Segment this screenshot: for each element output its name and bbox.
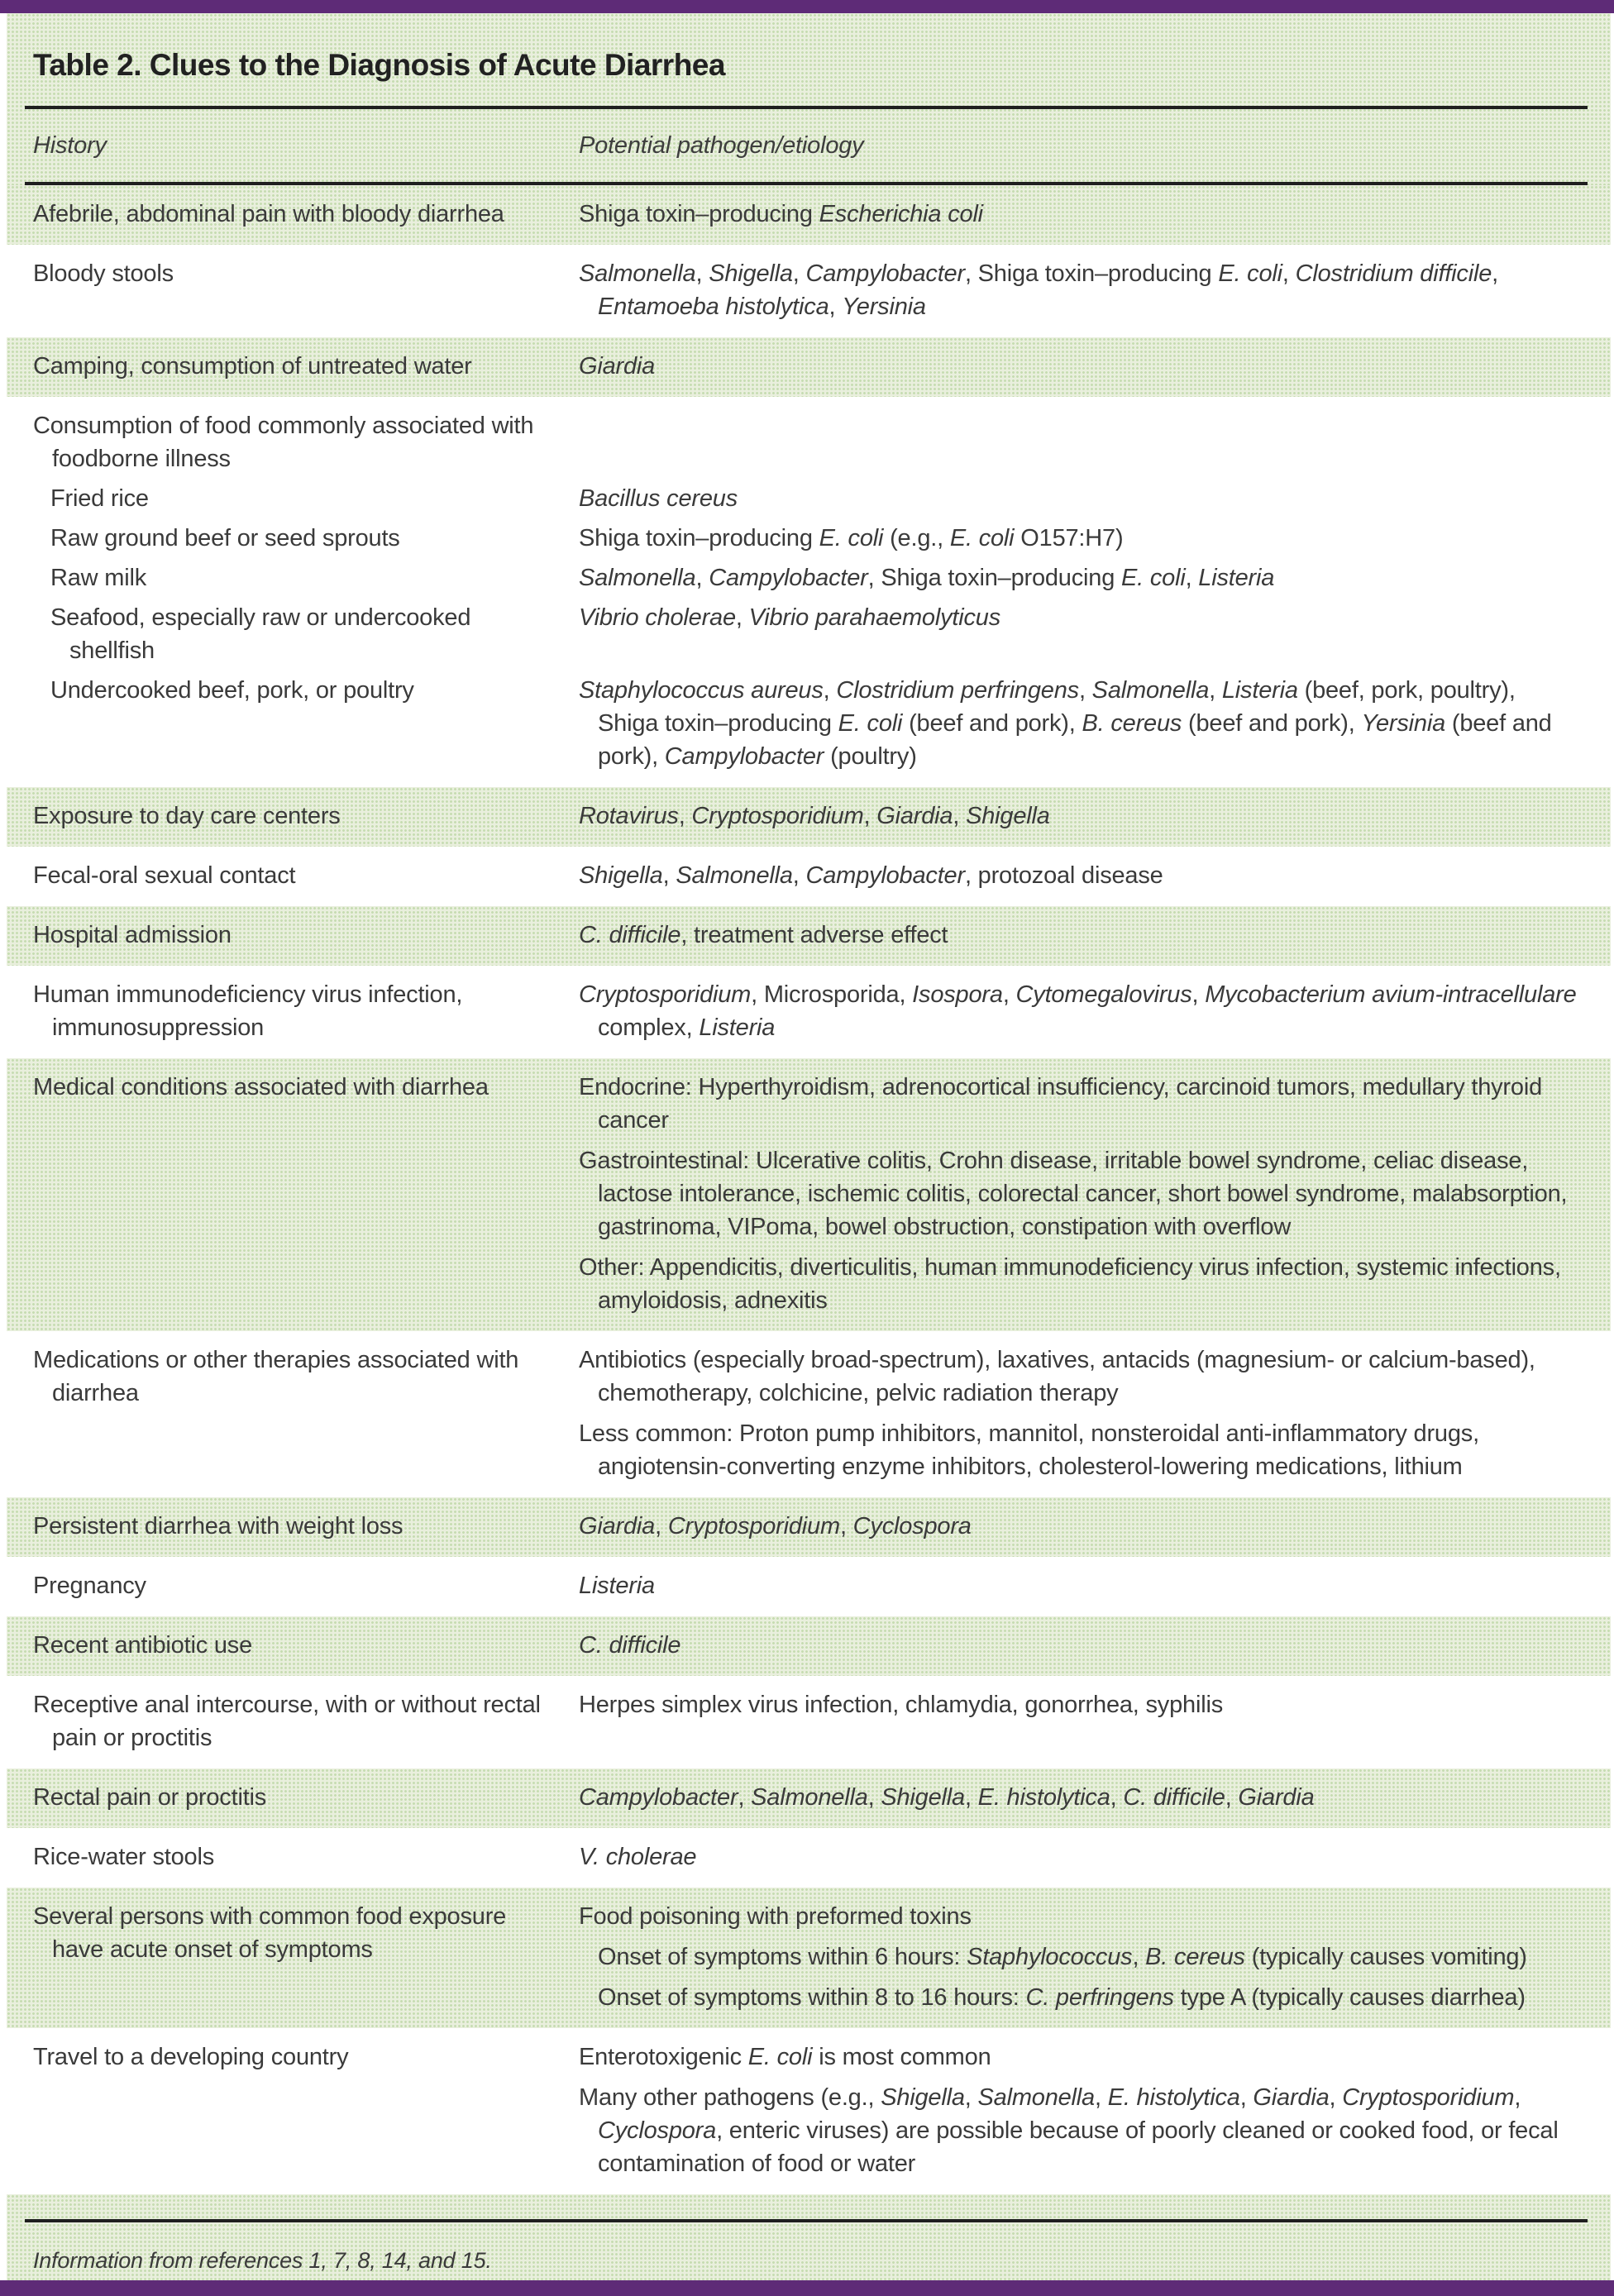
row-pair: [33, 522, 1581, 555]
history-cell: Medications or other therapies associated with diarrhea: [33, 1347, 519, 1406]
history-cell: Consumption of food commonly associated with foodborne illness: [33, 413, 534, 472]
pathogen-paragraph: Less common: Proton pump inhibitors, mannitol, nonsteroidal anti-inflammatory drugs, angiotensin-converting enzyme inhibitors, cholesterol-lowering medications, lithium: [579, 1420, 1479, 1480]
pathogen-paragraph: Giardia, Cryptosporidium, Cyclospora: [579, 1513, 972, 1539]
table-row: [7, 906, 1611, 966]
pathogen-paragraph: Listeria: [579, 1573, 655, 1599]
column-header-row: [7, 109, 1611, 182]
row-pair: [33, 2041, 1581, 2180]
history-cell: Human immunodeficiency virus infection, immunosuppression: [33, 981, 463, 1041]
table-row: [7, 1557, 1611, 1616]
table-row: [7, 185, 1611, 245]
row-pair: [33, 1071, 1581, 1317]
top-accent-bar: [0, 0, 1614, 13]
pathogen-paragraph: C. difficile: [579, 1632, 681, 1659]
pathogen-cell: [579, 1344, 1581, 1483]
row-pair: [33, 1569, 1581, 1602]
table-row: [7, 1497, 1611, 1557]
row-pair: [33, 674, 1581, 773]
row-pair: [33, 1840, 1581, 1874]
pathogen-cell: [579, 919, 1581, 952]
pathogen-paragraph: Campylobacter, Salmonella, Shigella, E. histolytica, C. difficile, Giardia: [579, 1784, 1315, 1811]
history-cell: Receptive anal intercourse, with or without rectal pain or proctitis: [33, 1692, 541, 1751]
pathogen-cell: [579, 674, 1581, 773]
pathogen-cell: [579, 409, 1581, 475]
row-pair: [33, 800, 1581, 833]
pathogen-cell: [579, 198, 1581, 231]
table-row: [7, 1676, 1611, 1769]
row-pair: [33, 257, 1581, 323]
table-row: [7, 1058, 1611, 1331]
row-pair: [33, 561, 1581, 594]
row-pair: [33, 1510, 1581, 1543]
history-cell: Several persons with common food exposure have acute onset of symptoms: [33, 1903, 507, 1963]
bottom-accent-bar: [0, 2280, 1614, 2296]
pathogen-cell: [579, 350, 1581, 383]
pathogen-paragraph: Rotavirus, Cryptosporidium, Giardia, Shigella: [579, 803, 1050, 829]
pathogen-paragraph: Cryptosporidium, Microsporida, Isospora, Cytomegalovirus, Mycobacterium avium-intracellulare complex, Listeria: [579, 981, 1577, 1041]
pathogen-cell: [579, 1510, 1581, 1543]
pathogen-paragraph: Endocrine: Hyperthyroidism, adrenocortical insufficiency, carcinoid tumors, medullary thyroid cancer: [579, 1074, 1542, 1134]
pathogen-paragraph: Herpes simplex virus infection, chlamydia, gonorrhea, syphilis: [579, 1692, 1223, 1718]
row-pair: [33, 198, 1581, 231]
pathogen-paragraph: Salmonella, Campylobacter, Shiga toxin–producing E. coli, Listeria: [579, 565, 1275, 591]
pathogen-cell: [579, 522, 1581, 555]
row-pair: [33, 1900, 1581, 2014]
table-row: [7, 966, 1611, 1058]
table-row: [7, 1769, 1611, 1828]
table-row: [7, 245, 1611, 337]
row-pair: [33, 1688, 1581, 1754]
history-cell: Pregnancy: [33, 1573, 146, 1599]
column-header-history: History: [33, 132, 107, 159]
history-cell: Hospital admission: [33, 922, 232, 948]
row-pair: [33, 1344, 1581, 1483]
row-pair: [33, 919, 1581, 952]
row-pair: [33, 978, 1581, 1044]
history-cell: Rice-water stools: [33, 1844, 214, 1870]
row-pair: [33, 482, 1581, 515]
pathogen-paragraph: Salmonella, Shigella, Campylobacter, Shiga toxin–producing E. coli, Clostridium difficile, Entamoeba histolytica, Yersinia: [579, 260, 1498, 320]
table-row: [7, 847, 1611, 906]
history-cell: Camping, consumption of untreated water: [33, 353, 472, 379]
history-cell: Travel to a developing country: [33, 2044, 349, 2070]
table-row: [7, 337, 1611, 397]
row-pair: [33, 1781, 1581, 1814]
pathogen-cell: [579, 978, 1581, 1044]
pathogen-cell: [579, 1071, 1581, 1317]
pathogen-paragraph: Onset of symptoms within 6 hours: Staphylococcus, B. cereus (typically causes vomiting): [598, 1944, 1527, 1970]
pathogen-paragraph: Vibrio cholerae, Vibrio parahaemolyticus: [579, 604, 1001, 631]
row-pair: [33, 859, 1581, 892]
pathogen-paragraph: C. difficile, treatment adverse effect: [579, 922, 948, 948]
history-cell: Fried rice: [50, 485, 149, 512]
history-cell: Persistent diarrhea with weight loss: [33, 1513, 404, 1539]
pathogen-cell: [579, 800, 1581, 833]
table-title: Table 2. Clues to the Diagnosis of Acute Diarrhea: [33, 48, 725, 82]
pathogen-cell: [579, 2041, 1581, 2180]
history-cell: Seafood, especially raw or undercooked shellfish: [50, 604, 471, 664]
pathogen-paragraph: Many other pathogens (e.g., Shigella, Salmonella, E. histolytica, Giardia, Cryptosporidium, Cyclospora, enteric viruses) are possible because of poorly cleaned or cooked food, or fecal contamination of food or water: [579, 2084, 1559, 2177]
row-pair: [33, 409, 1581, 475]
history-cell: Medical conditions associated with diarrhea: [33, 1074, 489, 1100]
pathogen-paragraph: Food poisoning with preformed toxins: [579, 1903, 972, 1930]
table-rows: [0, 185, 1614, 2194]
table-header-block: [7, 13, 1611, 185]
table-row: [7, 397, 1611, 787]
pathogen-paragraph: V. cholerae: [579, 1844, 697, 1870]
column-header-pathogen: Potential pathogen/etiology: [579, 132, 864, 159]
pathogen-cell: [579, 1840, 1581, 1874]
history-cell: Rectal pain or proctitis: [33, 1784, 267, 1811]
history-cell: Undercooked beef, pork, or poultry: [50, 677, 414, 704]
history-cell: Raw milk: [50, 565, 147, 591]
pathogen-cell: [579, 1900, 1581, 2014]
pathogen-paragraph: Shiga toxin–producing E. coli (e.g., E. coli O157:H7): [579, 525, 1124, 551]
history-cell: Recent antibiotic use: [33, 1632, 253, 1659]
pathogen-paragraph: Gastrointestinal: Ulcerative colitis, Crohn disease, irritable bowel syndrome, celiac disease, lactose intolerance, ischemic colitis, colorectal cancer, short bowel syndrome, malabsorption, gastrinoma, VIPoma, bowel obstruction, constipation with overflow: [579, 1148, 1568, 1240]
pathogen-paragraph: Shigella, Salmonella, Campylobacter, protozoal disease: [579, 862, 1163, 889]
history-cell: Afebrile, abdominal pain with bloody diarrhea: [33, 201, 504, 227]
pathogen-paragraph: Staphylococcus aureus, Clostridium perfringens, Salmonella, Listeria (beef, pork, poultry), Shiga toxin–producing E. coli (beef and pork), B. cereus (beef and pork), Yersinia (beef and pork), Campylobacter (poultry): [579, 677, 1552, 770]
row-pair: [33, 1629, 1581, 1662]
table-row: [7, 1828, 1611, 1888]
pathogen-paragraph: Enterotoxigenic E. coli is most common: [579, 2044, 991, 2070]
pathogen-cell: [579, 1781, 1581, 1814]
pathogen-cell: [579, 561, 1581, 594]
pathogen-paragraph: Bacillus cereus: [579, 485, 738, 512]
table-row: [7, 787, 1611, 847]
pathogen-cell: [579, 257, 1581, 323]
pathogen-paragraph: Onset of symptoms within 8 to 16 hours: C. perfringens type A (typically causes diarrhea): [598, 1984, 1526, 2011]
table-row: [7, 1616, 1611, 1676]
pathogen-paragraph: Other: Appendicitis, diverticulitis, human immunodeficiency virus infection, systemic infections, amyloidosis, adnexitis: [579, 1254, 1561, 1314]
pathogen-paragraph: Giardia: [579, 353, 656, 379]
pathogen-cell: [579, 1688, 1581, 1754]
history-cell: Exposure to day care centers: [33, 803, 341, 829]
table-row: [7, 1331, 1611, 1497]
pathogen-cell: [579, 482, 1581, 515]
pathogen-cell: [579, 1569, 1581, 1602]
table-row: [7, 2028, 1611, 2194]
history-cell: Fecal-oral sexual contact: [33, 862, 296, 889]
row-pair: [33, 601, 1581, 667]
table-footnote: Information from references 1, 7, 8, 14, and 15.: [33, 2248, 492, 2273]
history-cell: Bloody stools: [33, 260, 174, 287]
pathogen-cell: [579, 601, 1581, 667]
pathogen-cell: [579, 1629, 1581, 1662]
row-pair: [33, 350, 1581, 383]
pathogen-paragraph: Shiga toxin–producing Escherichia coli: [579, 201, 983, 227]
pathogen-cell: [579, 859, 1581, 892]
table-row: [7, 1888, 1611, 2028]
history-cell: Raw ground beef or seed sprouts: [50, 525, 400, 551]
pathogen-paragraph: Antibiotics (especially broad-spectrum), laxatives, antacids (magnesium- or calcium-based), chemotherapy, colchicine, pelvic radiation therapy: [579, 1347, 1535, 1406]
